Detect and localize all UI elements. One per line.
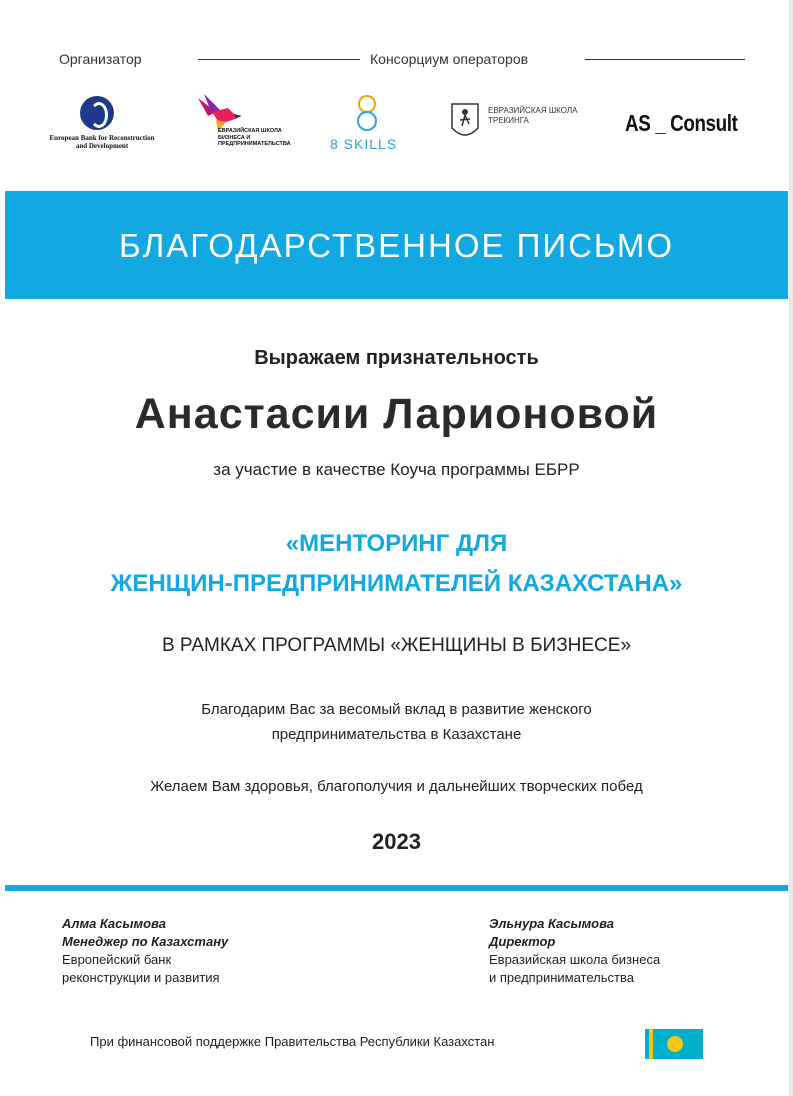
flag-sun <box>667 1036 683 1052</box>
ebrd-emblem-icon <box>80 96 114 130</box>
business-school-logo-text: ЕВРАЗИЙСКАЯ ШКОЛА БИЗНЕСА И ПРЕДПРИНИМАТЕЛЬСТВА <box>218 128 291 147</box>
signatory-left <box>62 915 228 987</box>
signatory-name: Алма Касымова <box>62 916 166 931</box>
flag-ornament <box>649 1029 653 1059</box>
gratitude-heading: Выражаем признательность <box>254 347 539 369</box>
year: 2023 <box>372 829 421 854</box>
signatory-org-line2: и предпринимательства <box>489 970 634 985</box>
consortium-label: Консорциум операторов <box>370 51 529 67</box>
program-name-line2: ЖЕНЩИН-ПРЕДПРИНИМАТЕЛЕЙ КАЗАХСТАНА» <box>110 570 683 597</box>
ebrd-logo-text: European Bank for Reconstruction and Development <box>49 134 155 150</box>
header-divider-left <box>198 59 360 60</box>
kazakhstan-flag-icon <box>645 1029 703 1059</box>
skills-logo-text: 8 SKILLS <box>330 136 398 152</box>
header-divider-right <box>585 59 745 60</box>
as-consult-logo-text: AS _ Consult <box>625 110 738 136</box>
trekking-school-logo-text: ЕВРАЗИЙСКАЯ ШКОЛА ТРЕКИНГА <box>488 106 578 125</box>
section-divider <box>5 885 788 891</box>
thanks-line2: предпринимательства в Казахстане <box>271 726 522 743</box>
letter-title: БЛАГОДАРСТВЕННОЕ ПИСЬМО <box>118 227 675 264</box>
signatory-title: Менеджер по Казахстану <box>62 934 229 949</box>
program-framework: В РАМКАХ ПРОГРАММЫ «ЖЕНЩИНЫ В БИЗНЕСЕ» <box>161 635 632 656</box>
signatory-org-line1: Евразийская школа бизнеса <box>489 952 661 967</box>
funding-note: При финансовой поддержке Правительства Республики Казахстан <box>90 1034 495 1049</box>
shield-hiker-icon <box>450 102 480 144</box>
header-row <box>0 50 793 70</box>
program-name-line1: «МЕНТОРИНГ ДЛЯ <box>285 530 508 557</box>
wish-line: Желаем Вам здоровья, благополучия и дальнейших творческих побед <box>150 778 643 795</box>
eight-figure-icon <box>355 94 379 132</box>
signatory-name: Эльнура Касымова <box>489 916 615 931</box>
organizer-label: Организатор <box>59 51 142 67</box>
recipient-name: Анастасии Ларионовой <box>134 390 659 438</box>
signatory-right <box>489 915 660 987</box>
title-banner <box>5 191 788 299</box>
partner-logos <box>0 88 793 168</box>
signatory-org-line1: Европейский банк <box>62 952 172 967</box>
recipient-role: за участие в качестве Коуча программы ЕБРР <box>213 460 580 479</box>
thanks-line1: Благодарим Вас за весомый вклад в развитие женского <box>201 701 592 718</box>
signatory-org-line2: реконструкции и развития <box>62 970 220 985</box>
signatory-title: Директор <box>489 934 556 949</box>
